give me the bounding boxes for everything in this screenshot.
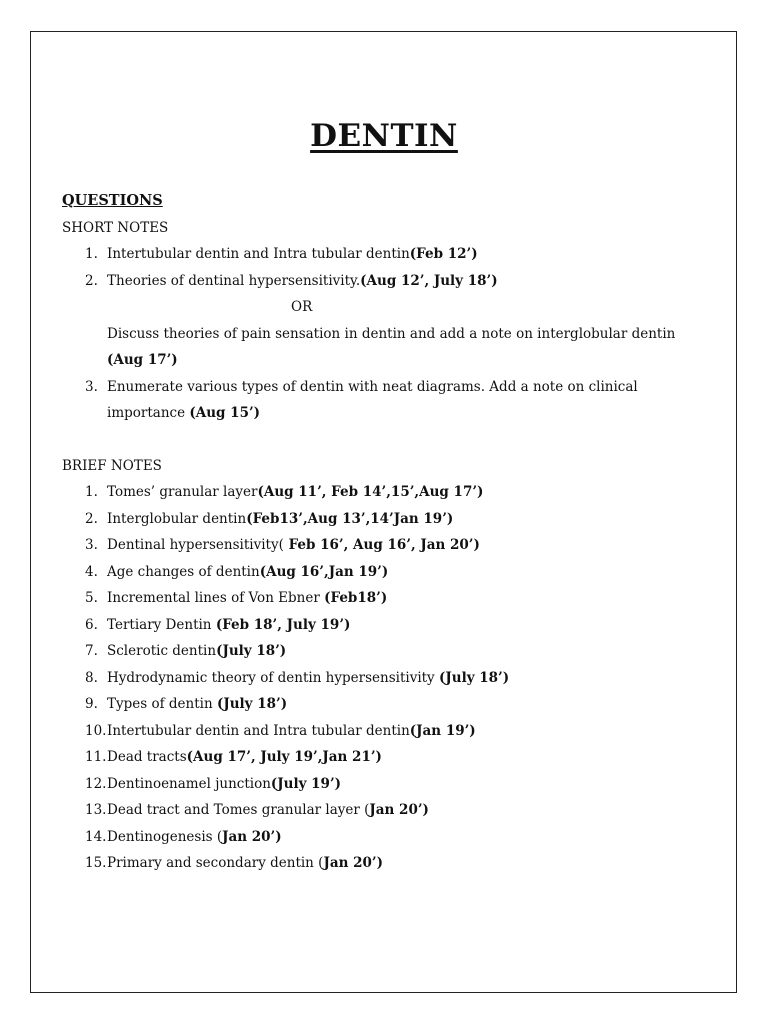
alternate-question: [62, 321, 712, 374]
exam-date: Feb 16’, Aug 16’, Jan 20’): [283, 537, 480, 553]
list-item: [62, 824, 712, 851]
list-item: [62, 797, 712, 824]
list-item-number: 2.: [85, 272, 98, 289]
list-item-text: Intertubular dentin and Intra tubular dentin: [107, 246, 410, 262]
list-item-number: 4.: [85, 563, 98, 580]
list-item-text: Primary and secondary dentin (: [107, 855, 324, 871]
exam-date: (July 19’): [270, 775, 342, 792]
list-item-number: 2.: [85, 510, 98, 527]
list-item: [62, 718, 712, 745]
list-item-number: 9.: [85, 696, 98, 712]
questions-heading: QUESTIONS: [62, 192, 163, 209]
list-item-text: Intertubular dentin and Intra tubular dentin: [107, 722, 410, 739]
list-item-number: 1.: [85, 484, 98, 500]
exam-date: (Feb 18’, July 19’): [215, 616, 351, 633]
alternate-question-text: Discuss theories of pain sensation in dentin and add a note on interglobular dentin: [107, 325, 676, 342]
exam-date: Jan 20’): [222, 828, 282, 845]
list-item-text: Dead tract and Tomes granular layer (: [107, 802, 370, 818]
list-item: [62, 374, 712, 427]
list-item: [62, 612, 712, 639]
list-item-text: Tomes’ granular layer: [107, 484, 258, 500]
exam-date: Jan 20’): [323, 855, 383, 871]
list-item-text: Types of dentin: [107, 696, 217, 712]
list-item-number: 3.: [85, 537, 98, 553]
exam-date: (Jan 19’): [409, 722, 476, 739]
short-notes-heading: SHORT NOTES: [62, 219, 169, 236]
list-item-number: 10.: [85, 722, 107, 739]
list-item: [62, 479, 712, 506]
list-item: [62, 771, 712, 798]
list-item: [62, 585, 712, 612]
list-item: [62, 532, 712, 559]
exam-date: (Aug 17’, July 19’,Jan 21’): [186, 749, 382, 765]
list-item-text: Enumerate various types of dentin with neat diagrams. Add a note on clinical importance: [107, 378, 638, 421]
list-item: [62, 268, 712, 295]
brief-notes-list: [62, 479, 712, 877]
exam-date: (Feb18’): [324, 590, 388, 606]
list-item-number: 5.: [85, 590, 98, 606]
list-item: [62, 665, 712, 692]
list-item-number: 1.: [85, 246, 98, 262]
list-item: [62, 744, 712, 771]
list-item-text: Dentinoenamel junction: [107, 775, 271, 792]
list-item-number: 12.: [85, 775, 107, 792]
list-item-text: Age changes of dentin: [107, 563, 260, 580]
list-item-number: 3.: [85, 378, 98, 395]
exam-date: (Aug 15’): [189, 405, 261, 421]
exam-date: (Aug 17’): [107, 352, 178, 368]
exam-date: (Aug 11’, Feb 14’,15’,Aug 17’): [257, 484, 484, 500]
list-item-text: Sclerotic dentin: [107, 643, 217, 659]
list-item-number: 15.: [85, 855, 107, 871]
list-item: [62, 850, 712, 877]
list-item-text: Interglobular dentin: [107, 510, 247, 527]
exam-date: (Aug 12’, July 18’): [360, 272, 498, 289]
list-item: [62, 506, 712, 533]
list-item: [62, 241, 712, 268]
list-item-text: Dentinogenesis (: [107, 828, 223, 845]
brief-notes-heading: BRIEF NOTES: [62, 457, 162, 474]
list-item-number: 14.: [85, 828, 107, 845]
list-item-number: 8.: [85, 669, 98, 686]
list-item-number: 13.: [85, 802, 107, 818]
short-notes-list: [62, 241, 712, 294]
exam-date: (July 18’): [216, 643, 287, 659]
or-separator: OR: [291, 299, 313, 315]
exam-date: (Feb13’,Aug 13’,14’Jan 19’): [246, 510, 454, 527]
list-item-text: Theories of dentinal hypersensitivity.: [107, 272, 361, 289]
list-item-text: Dentinal hypersensitivity(: [107, 537, 284, 553]
list-item: [62, 691, 712, 718]
list-item-number: 11.: [85, 749, 107, 765]
document-body: [62, 188, 712, 877]
exam-date: (Feb 12’): [409, 246, 478, 262]
list-item: [62, 559, 712, 586]
exam-date: (July 18’): [438, 669, 510, 686]
list-item-text: Dead tracts: [107, 749, 187, 765]
list-item: [62, 638, 712, 665]
list-item-text: Incremental lines of Von Ebner: [107, 590, 325, 606]
list-item-text: Hydrodynamic theory of dentin hypersensitivity: [107, 669, 439, 686]
list-item-number: 7.: [85, 643, 98, 659]
list-item-text: Tertiary Dentin: [107, 616, 216, 633]
exam-date: (Aug 16’,Jan 19’): [259, 563, 389, 580]
exam-date: (July 18’): [216, 696, 288, 712]
list-item-number: 6.: [85, 616, 98, 633]
section-spacer: [62, 427, 712, 453]
exam-date: Jan 20’): [369, 802, 429, 818]
page-title: DENTIN: [310, 118, 458, 154]
short-notes-list-continued: [62, 374, 712, 427]
